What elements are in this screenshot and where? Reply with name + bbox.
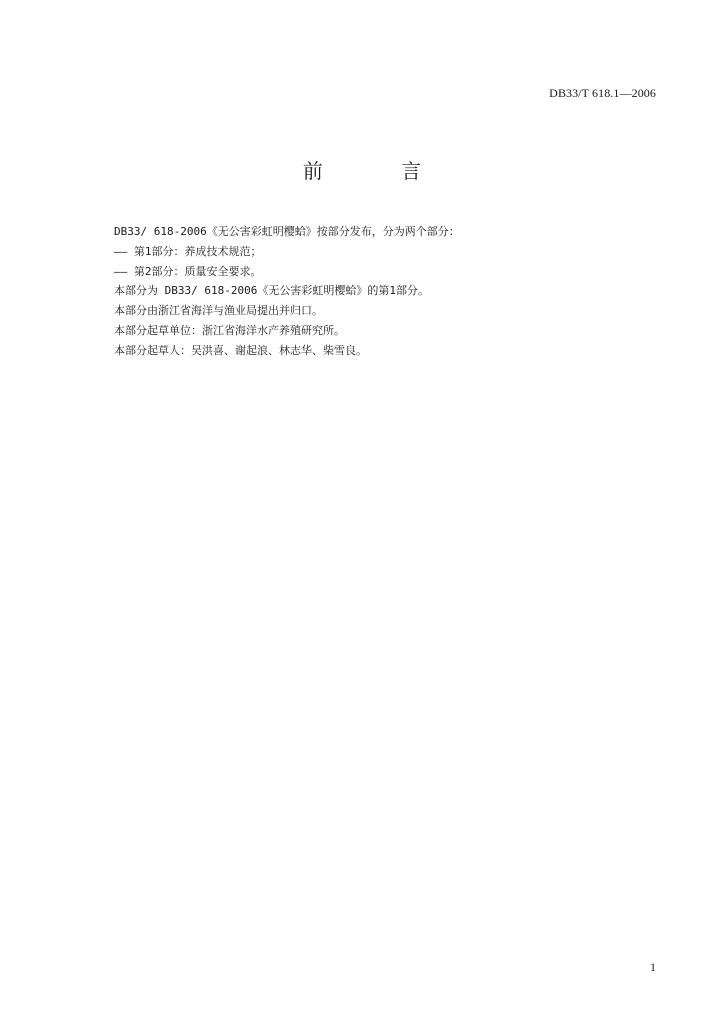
- page-title: 前 言: [302, 159, 458, 183]
- foreword-line-this-part: 本部分为 DB33/ 618-2006《无公害彩虹明樱蛤》的第1部分。: [114, 284, 429, 298]
- foreword-line-drafting-unit: 本部分起草单位：浙江省海洋水产养殖研究所。: [114, 323, 345, 337]
- foreword-line-drafters: 本部分起草人：吴洪喜、谢起浪、林志华、柴雪良。: [114, 343, 367, 357]
- foreword-line-part-1: —— 第1部分：养成技术规范；: [114, 244, 262, 258]
- foreword-body: [114, 222, 634, 361]
- foreword-line-proposer: 本部分由浙江省海洋与渔业局提出并归口。: [114, 304, 323, 318]
- foreword-line-part-2: —— 第2部分：质量安全要求。: [114, 264, 262, 278]
- foreword-line-parts-intro: DB33/ 618-2006《无公害彩虹明樱蛤》按部分发布，分为两个部分：: [114, 225, 460, 238]
- standard-number-header: DB33/T 618.1—2006: [549, 86, 656, 100]
- page-number: 1: [650, 960, 656, 974]
